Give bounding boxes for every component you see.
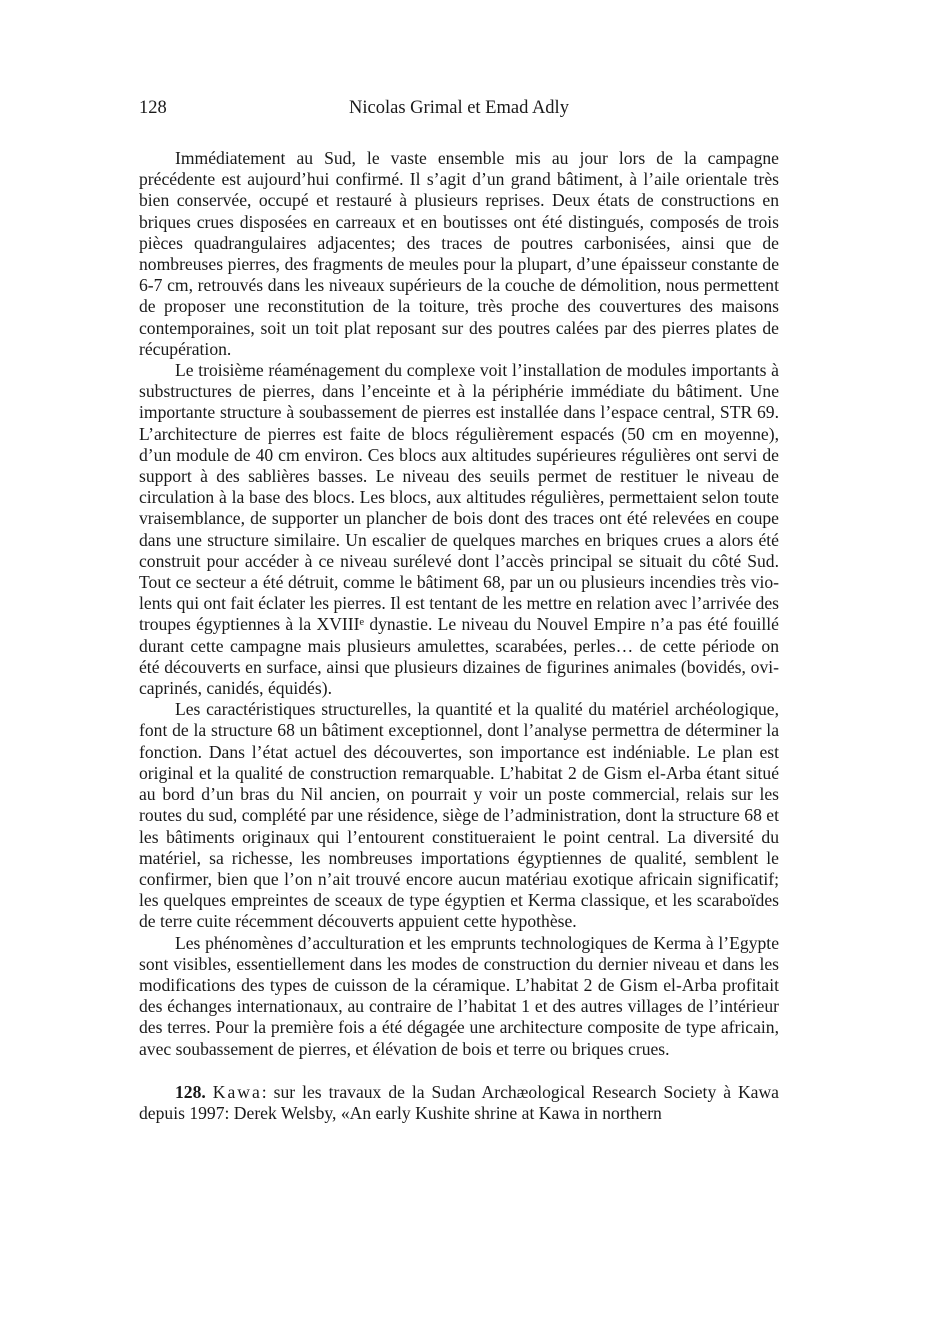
page-header: [139, 96, 779, 120]
entry-text: : sur les travaux de la Sudan Archæological Research Society à Kawa depuis 1997: Derek Welsby, «An early Kushite shrine at Kawa in northern: [139, 1081, 779, 1123]
paragraph-1: Immédiatement au Sud, le vaste ensemble mis au jour lors de la campagne précédente est aujourd’hui confirmé. Il s’agit d’un grand bâtiment, à l’aile orientale très bien conservée, occupé et restauré à plusieurs reprises. Deux états de constructions en briques crues disposées en carreaux et en boutisses ont été distingués, composés de trois pièces quadrangulaires adjacentes; des traces de poutres carbonisées, ainsi que de nombreuses pierres, des fragments de meules pour la plupart, d’une épaisseur constante de 6-7 cm, retrouvés dans les niveaux supérieurs de la couche de démolition, nous permettent de proposer une reconstitution de la toiture, très proche des couvertures des maisons contemporaines, soit un toit plat reposant sur des poutres calées par des pierres plates de récupération.: [139, 148, 779, 359]
bibliography-entry: [139, 1082, 779, 1124]
entry-site: Kawa: [212, 1081, 262, 1102]
page-number: 128: [139, 98, 167, 118]
running-head: Nicolas Grimal et Emad Adly: [349, 98, 569, 118]
paragraph-4: Les phénomènes d’acculturation et les emprunts technologiques de Kerma à l’Egypte sont visibles, essentiellement dans les modes de construction du dernier niveau et dans les modifications des types de cuisson de la céramique. L’habitat 2 de Gism el-Arba profitait des échanges internationaux, au contraire de l’habitat 1 et des autres villages de l’intérieur des terres. Pour la première fois a été dégagée une architecture composite de type africain, avec soubassement de pierres, et élévation de bois et terre ou briques crues.: [139, 932, 779, 1059]
paragraph-2: Le troisième réaménagement du complexe voit l’installation de modules importants à substructures de pierres, dans l’enceinte et à la périphérie immédiate du bâtiment. Une importante structure à soubassement de pierres est installée dans l’espace central, STR 69. L’architecture de pierres est faite de blocs régulièrement espacés (50 cm en moyenne), d’un module de 40 cm environ. Ces blocs aux altitudes supérieures régulières ont servi de support à des sablières basses. Le niveau des seuils permet de restituer le niveau de circulation à la base des blocs. Les blocs, aux altitudes régulières, permettaient selon toute vraisemblance, de supporter un plancher de bois dont des traces ont été relevées en coupe dans une structure similaire. Un escalier de quelques marches en briques crues a alors été construit pour accéder à ce niveau surélevé dont l’accès principal se situait du côté Sud. Tout ce secteur a été détruit, comme le bâtiment 68, par un ou plusieurs incendies très violents qui ont fait éclater les pierres. Il est tentant de les mettre en relation avec l’arrivée des troupes égyptiennes à la XVIIIᵉ dynastie. Le niveau du Nouvel Empire n’a pas été fouillé durant cette campagne mais plusieurs amulettes, scarabées, perles… de cette période on été découverts en surface, ainsi que plusieurs dizaines de figurines animales (bovidés, ovi-caprinés, canidés, équidés).: [139, 360, 779, 699]
paragraph-3: Les caractéristiques structurelles, la quantité et la qualité du matériel archéologique, font de la structure 68 un bâtiment exceptionnel, dont l’analyse permettra de déterminer la fonction. Dans l’état actuel des découvertes, son importance est indéniable. Le plan est original et la qualité de construction remarquable. L’habitat 2 de Gism el-Arba étant situé au bord d’un bras du Nil ancien, on pourrait y voir un poste commercial, relais sur les routes du sud, complété par une résidence, siège de l’administration, dont la structure 68 et les bâtiments originaux qui l’entourent constitueraient le point central. La diversité du matériel, sa richesse, les nombreuses importations égyptiennes de qualité, semblent le confirmer, bien que l’on n’ait trouvé encore aucun matériau exotique africain significatif; les quelques empreintes de sceaux de type égyptien et Kerma classique, et les scaraboïdes de terre cuite récemment découverts appuient cette hypothèse.: [139, 699, 779, 932]
body-text: [139, 148, 779, 1124]
entry-number: 128.: [175, 1081, 206, 1102]
